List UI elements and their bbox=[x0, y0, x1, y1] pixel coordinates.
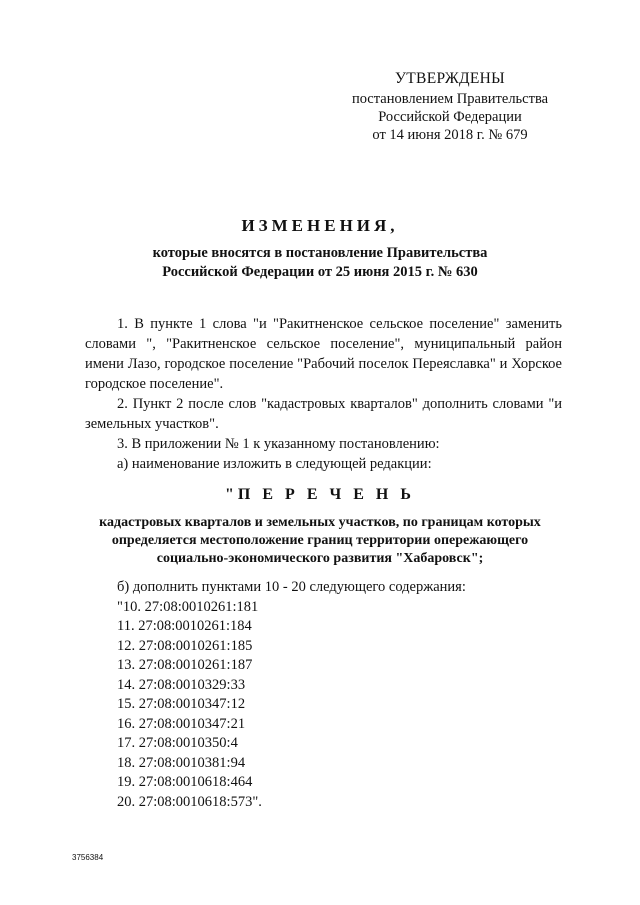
approval-line: постановлением Правительства bbox=[351, 91, 549, 107]
list-item: 18. 27:08:0010381:94 bbox=[117, 754, 246, 771]
perechen-title bbox=[0, 486, 640, 568]
paragraph: 1. В пункте 1 слова "и "Ракитненское сельское поселение" заменить словами ", "Ракитненское сельское поселение", муниципальный район имени Лазо, городское поселение "Рабочий поселок Переяславка" и Хорское городское поселение". bbox=[85, 316, 562, 392]
title-line: которые вносятся в постановление Правительства bbox=[152, 245, 488, 261]
list-item: 19. 27:08:0010618:464 bbox=[117, 774, 253, 790]
cadastral-list bbox=[117, 578, 466, 812]
paragraph: 3. В приложении № 1 к указанному постановлению: bbox=[117, 436, 440, 452]
list-item: 17. 27:08:0010350:4 bbox=[117, 735, 238, 751]
perechen-line: кадастровых кварталов и земельных участков, по границам которых bbox=[99, 515, 541, 530]
paragraph: 2. Пункт 2 после слов "кадастровых кварталов" дополнить словами "и земельных участков". bbox=[85, 396, 562, 432]
document-body bbox=[85, 314, 562, 474]
title-heading: ИЗМЕНЕНИЯ, bbox=[241, 216, 399, 235]
approval-heading: УТВЕРЖДЕНЫ bbox=[395, 70, 505, 87]
list-item: 16. 27:08:0010347:21 bbox=[117, 715, 246, 732]
list-item: 14. 27:08:0010329:33 bbox=[117, 676, 246, 693]
paragraph: а) наименование изложить в следующей редакции: bbox=[117, 456, 432, 472]
list-intro: б) дополнить пунктами 10 - 20 следующего содержания: bbox=[117, 579, 466, 595]
list-item: 15. 27:08:0010347:12 bbox=[117, 696, 246, 712]
list-item: 11. 27:08:0010261:184 bbox=[117, 618, 252, 634]
document-title bbox=[0, 216, 640, 282]
list-item: 20. 27:08:0010618:573". bbox=[117, 793, 262, 810]
perechen-line: определяется местоположение границ территории опережающего bbox=[111, 533, 529, 548]
approval-line: Российской Федерации bbox=[378, 109, 522, 125]
list-item: "10. 27:08:0010261:181 bbox=[117, 598, 259, 615]
list-item: 12. 27:08:0010261:185 bbox=[117, 637, 253, 654]
list-item: 13. 27:08:0010261:187 bbox=[117, 657, 253, 673]
approval-block bbox=[330, 70, 570, 144]
perechen-heading: "П Е Р Е Ч Е Н Ь bbox=[225, 486, 415, 503]
title-line: Российской Федерации от 25 июня 2015 г. № 630 bbox=[162, 264, 478, 280]
approval-date-line: от 14 июня 2018 г. № 679 bbox=[372, 127, 528, 143]
perechen-line: социально-экономического развития "Хабаровск"; bbox=[156, 551, 484, 566]
document-number: 3756384 bbox=[72, 853, 104, 862]
